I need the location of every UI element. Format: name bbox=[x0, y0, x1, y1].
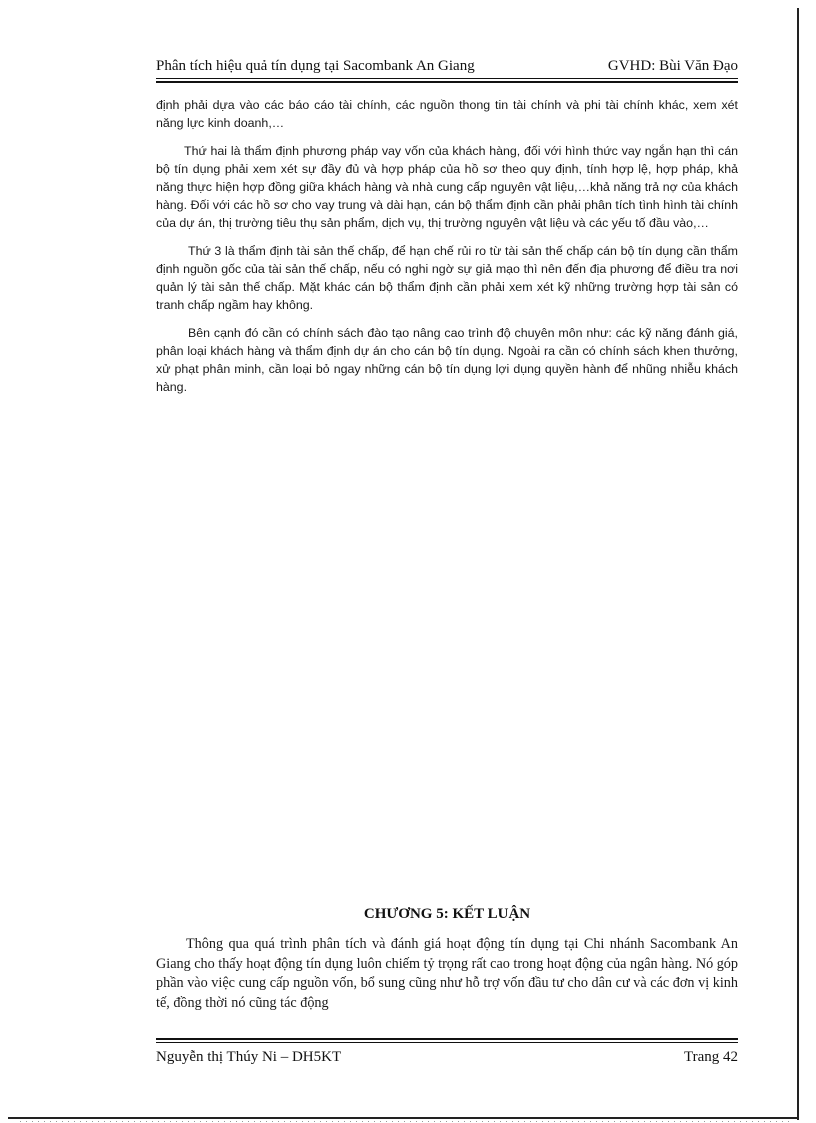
footer-rule-thin bbox=[156, 1042, 738, 1043]
footer-page-number: Trang 42 bbox=[683, 1049, 738, 1065]
conclusion-paragraph: Thông qua quá trình phân tích và đánh giá hoạt động tín dụng tại Chi nhánh Sacombank An Giang cho thấy hoạt động tín dụng luôn chiếm tỷ trọng rất cao trong hoạt động của ngân hàng. Nó góp phần vào việc cung cấp nguồn vốn, bổ sung cũng như hỗ trợ vốn đầu tư cho dân cư và các đơn vị kinh tế, đồng thời nó cũng tác động bbox=[156, 936, 738, 1011]
body-content bbox=[156, 96, 738, 406]
footer-author: Nguyễn thị Thúy Ni – DH5KT bbox=[156, 1049, 342, 1065]
header-rule-thin bbox=[156, 78, 738, 79]
paragraph-loan-appraisal: Thứ hai là thẩm định phương pháp vay vốn của khách hàng, đối với hình thức vay ngắn hạn thì cán bộ tín dụng phải xem xét sự đầy đủ và hợp pháp của hồ sơ theo quy định, tính hợp lệ, hợp pháp, khả năng thực hiện hợp đồng giữa khách hàng và nhà cung cấp nguyên vật liệu,…khả năng trả nợ của khách hàng. Đối với các hồ sơ cho vay trung và dài hạn, cán bộ thẩm định cần phải phân tích tình hình tài chính của dự án, thị trường tiêu thụ sản phẩm, dịch vụ, thị trường nguyên vật liệu và các yếu tố đầu vào,… bbox=[156, 144, 738, 230]
paragraph-continuation: định phải dựa vào các báo cáo tài chính, các nguồn thong tin tài chính và phi tài chính khác, xem xét năng lực kinh doanh,… bbox=[156, 98, 738, 130]
paragraph-training-policy: Bên cạnh đó cần có chính sách đào tạo nâng cao trình độ chuyên môn như: các kỹ năng đánh giá, phân loại khách hàng và thẩm định dự án cho cán bộ tín dụng. Ngoài ra cần có chính sách khen thưởng, xử phạt phân minh, cần loại bỏ ngay những cán bộ tín dụng lợi dụng quyền hành để nhũng nhiễu khách hàng. bbox=[156, 326, 738, 394]
page-header bbox=[156, 58, 738, 80]
header-title: Phân tích hiệu quả tín dụng tại Sacombank An Giang bbox=[156, 58, 475, 74]
header-rule-thick bbox=[156, 81, 738, 83]
paragraph-collateral-appraisal: Thứ 3 là thẩm định tài sản thế chấp, để hạn chế rủi ro từ tài sản thế chấp cán bộ tín dụng cần thẩm định nguồn gốc của tài sản thế chấp, nếu có nghi ngờ sự giả mạo thì nên đến địa phương để điều tra nơi quản lý tài sản thế chấp. Mặt khác cán bộ thẩm định cần phải xem xét kỹ những trường hợp tài sản có tranh chấp ngầm hay không. bbox=[156, 244, 738, 312]
page-footer bbox=[156, 1049, 738, 1071]
page-bottom-dotted-line bbox=[20, 1121, 790, 1122]
page-shadow-right bbox=[797, 8, 799, 1120]
footer-rule-thick bbox=[156, 1038, 738, 1040]
chapter-heading: CHƯƠNG 5: KẾT LUẬN bbox=[363, 906, 531, 922]
page-shadow-bottom bbox=[8, 1117, 799, 1119]
header-advisor: GVHD: Bùi Văn Đạo bbox=[607, 58, 738, 74]
